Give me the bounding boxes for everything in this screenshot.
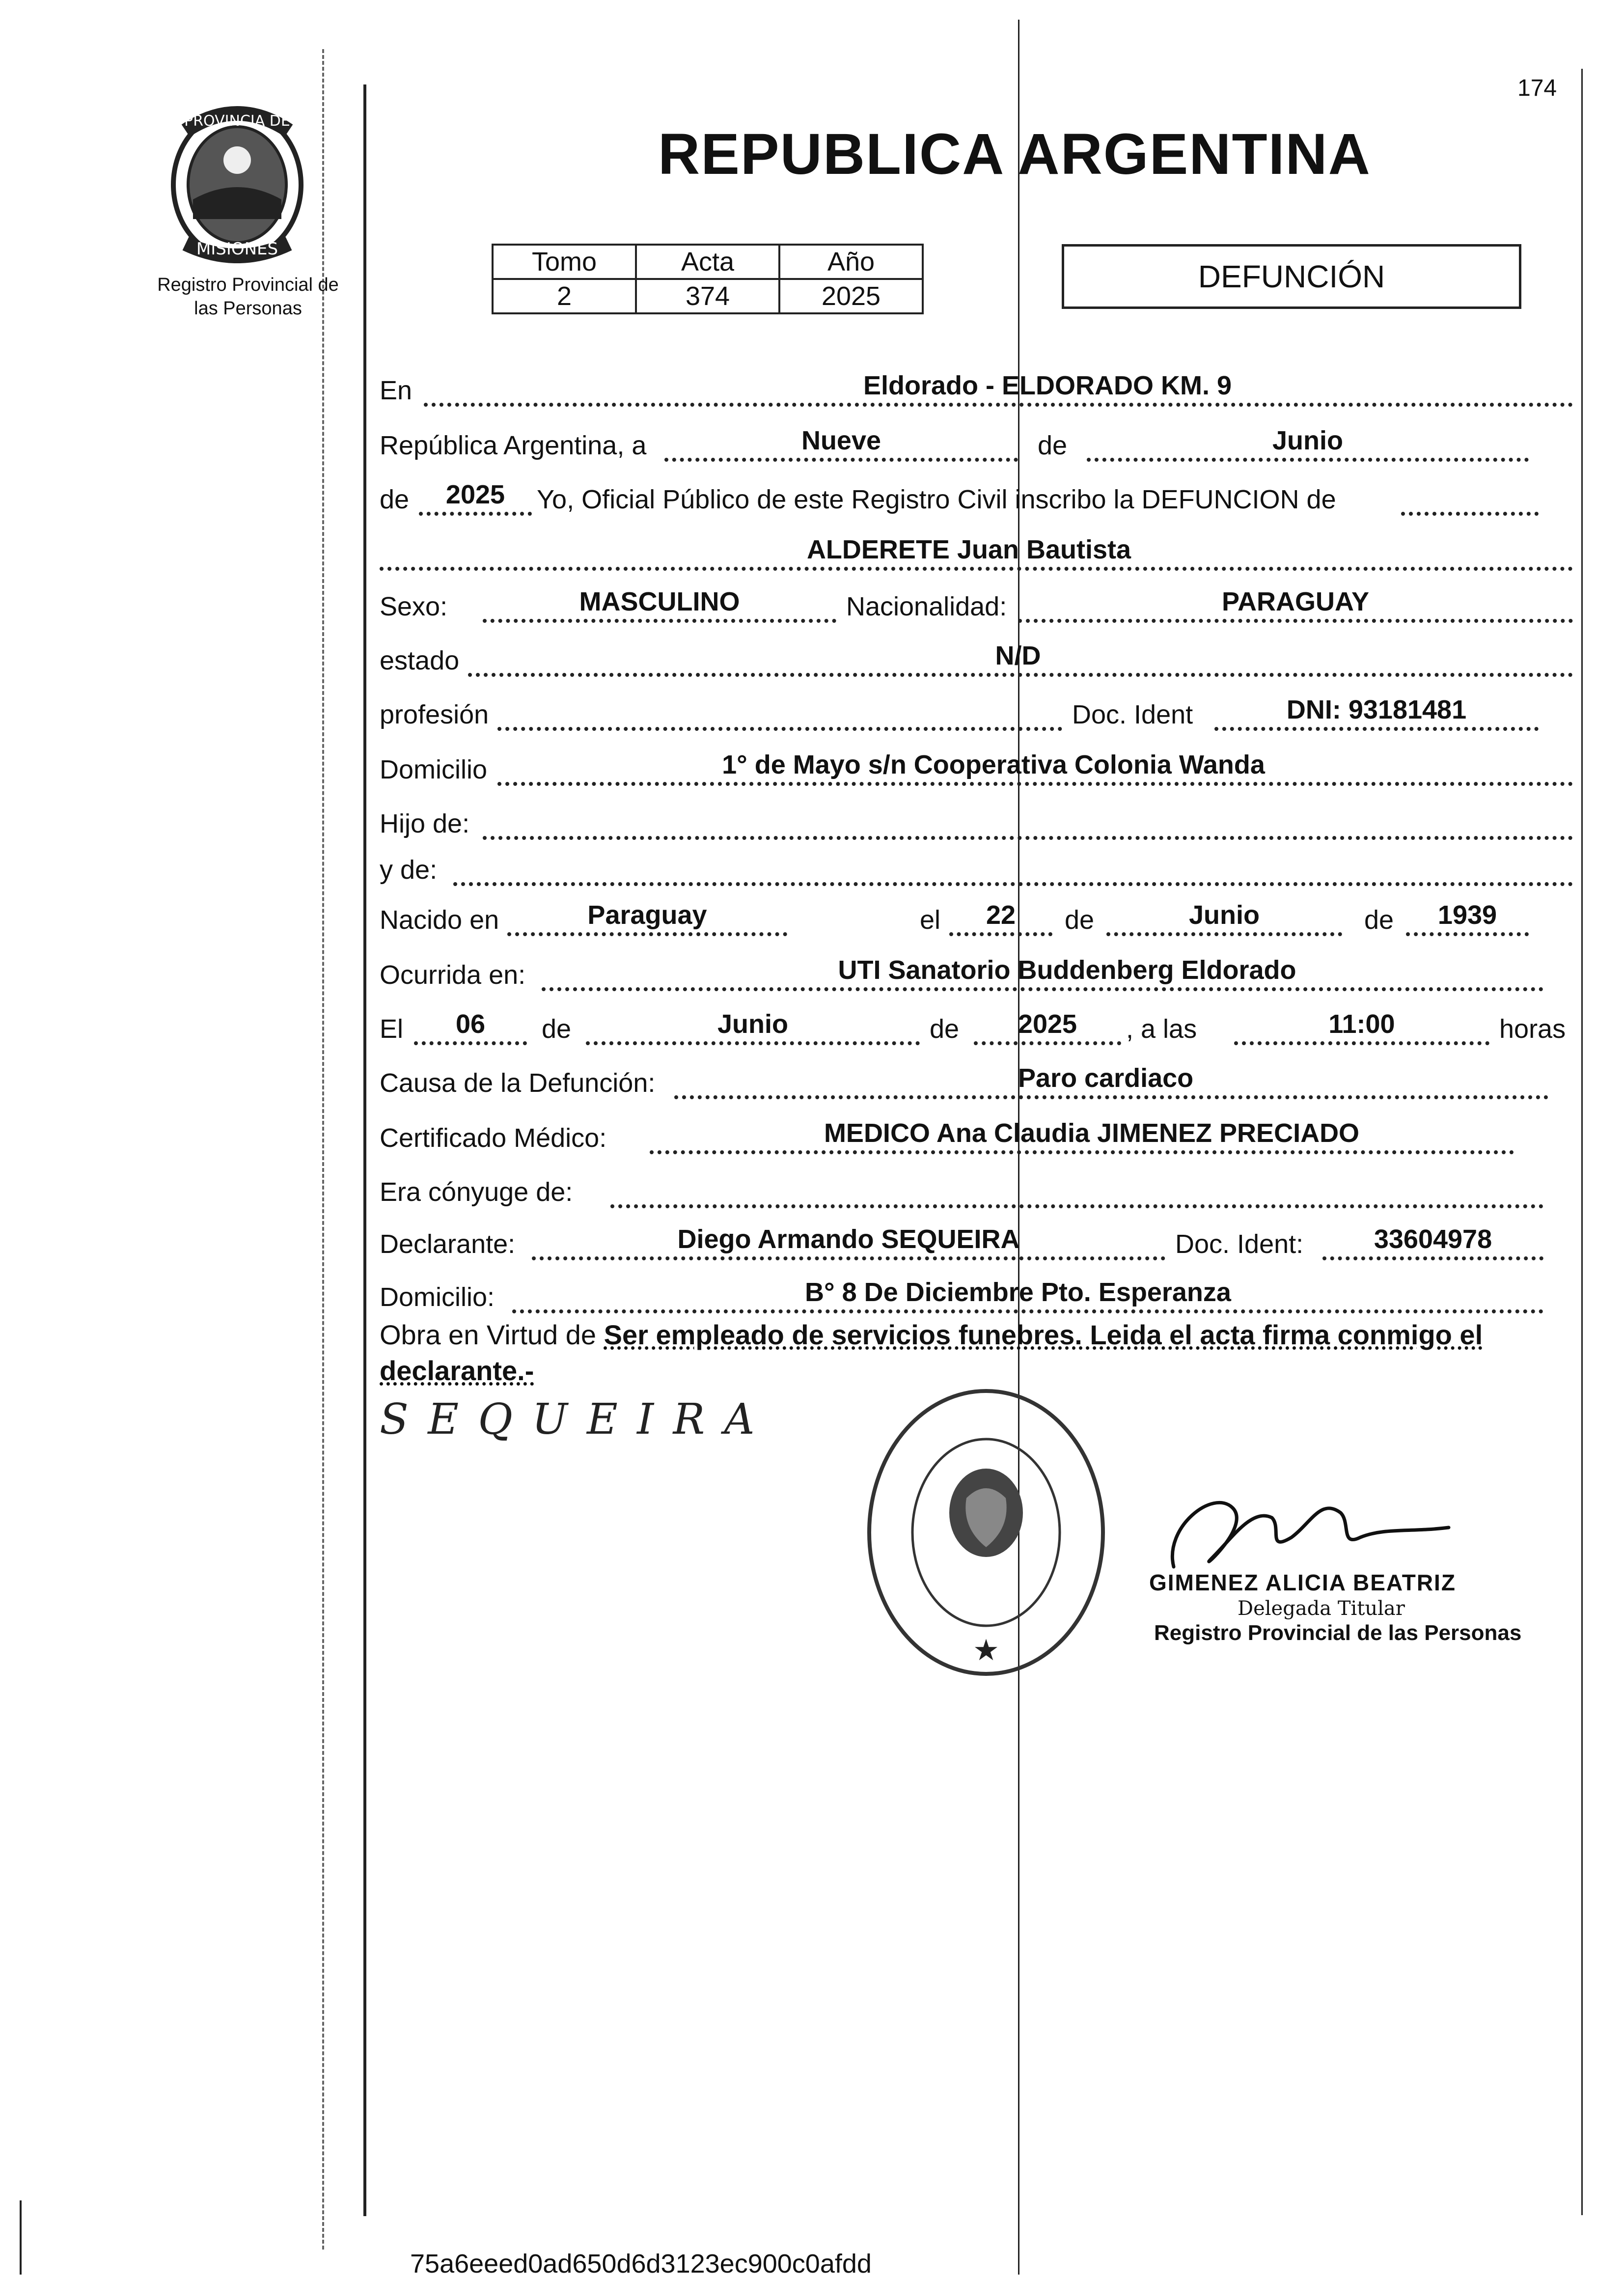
hijo-dots — [483, 836, 1573, 840]
causa-label: Causa de la Defunción: — [380, 1068, 656, 1098]
en-value: Eldorado - ELDORADO KM. 9 — [863, 371, 1232, 400]
scan-edge-line — [20, 2200, 22, 2275]
sexo-dots — [483, 619, 836, 623]
mes-value: Junio — [1272, 426, 1343, 455]
en-dots — [424, 403, 1573, 407]
misiones-crest-icon — [156, 101, 318, 263]
profesion-label: profesión — [380, 700, 489, 729]
row-conyuge — [380, 1165, 1573, 1214]
hijo-label: Hijo de: — [380, 809, 470, 838]
certificado-label: Certificado Médico: — [380, 1123, 607, 1153]
record-type-box: DEFUNCIÓN — [1062, 244, 1521, 309]
acta-header: Acta — [636, 245, 779, 279]
declarante-value: Diego Armando SEQUEIRA — [677, 1224, 1020, 1254]
def-anio-dots — [974, 1041, 1121, 1045]
sexo-label: Sexo: — [380, 592, 448, 621]
declarante-dots — [532, 1256, 1165, 1260]
row-ocurrida — [380, 948, 1573, 997]
tomo-value: 2 — [493, 279, 636, 313]
row-nacido — [380, 893, 1573, 942]
horas-label: horas — [1499, 1014, 1566, 1044]
row-domicilio-declarante — [380, 1270, 1573, 1319]
def-anio-value: 2025 — [1018, 1009, 1077, 1039]
row-fecha-defuncion — [380, 1002, 1573, 1051]
dia-dots — [664, 458, 1018, 462]
def-de2-label: de — [930, 1014, 960, 1044]
ocurrida-label: Ocurrida en: — [380, 960, 526, 990]
official-registry: Registro Provincial de las Personas — [1154, 1621, 1522, 1645]
declarant-signature: S E Q U E I R A — [380, 1395, 758, 1444]
mes-dots — [1087, 458, 1529, 462]
en-label: En — [380, 376, 413, 405]
left-margin-line — [363, 84, 366, 2216]
deceased-name-value: ALDERETE Juan Bautista — [806, 535, 1131, 564]
anio-dots — [419, 512, 532, 516]
doc-ident-dots — [1214, 727, 1539, 731]
official-name: GIMENEZ ALICIA BEATRIZ — [1149, 1570, 1456, 1595]
row-yde — [380, 843, 1573, 892]
row-hijo — [380, 797, 1573, 846]
certificado-value: MEDICO Ana Claudia JIMENEZ PRECIADO — [824, 1118, 1360, 1148]
svg-text:PROVINCIA DE: PROVINCIA DE — [184, 112, 290, 130]
anio-value: 2025 — [445, 480, 505, 509]
page-title: REPUBLICA ARGENTINA — [658, 122, 1371, 187]
domicilio-value: 1° de Mayo s/n Cooperativa Colonia Wanda — [722, 750, 1265, 779]
el-label: el — [920, 905, 941, 935]
nacionalidad-value: PARAGUAY — [1221, 587, 1370, 616]
nacido-dots — [507, 932, 787, 936]
record-table — [492, 244, 924, 314]
svg-text:★: ★ — [973, 1633, 999, 1668]
nac-de2-label: de — [1364, 905, 1394, 935]
domicilio-dots — [497, 782, 1573, 786]
estado-label: estado — [380, 646, 460, 675]
def-mes-dots — [586, 1041, 920, 1045]
right-margin-line — [1581, 69, 1583, 2215]
ocurrida-dots — [542, 987, 1543, 991]
row-causa — [380, 1056, 1573, 1105]
punch-guide-line — [322, 49, 324, 2250]
conyuge-label: Era cónyuge de: — [380, 1177, 573, 1207]
nac-anio-dots — [1406, 932, 1529, 936]
domicilio2-label: Domicilio: — [380, 1282, 495, 1312]
nacido-label: Nacido en — [380, 905, 499, 935]
tomo-header: Tomo — [493, 245, 636, 279]
nacionalidad-label: Nacionalidad: — [846, 592, 1007, 621]
row-profesion — [380, 688, 1573, 737]
nacido-value: Paraguay — [587, 900, 707, 930]
profesion-dots — [497, 727, 1062, 731]
official-role: Delegada Titular — [1238, 1597, 1405, 1620]
record-table-value-row — [493, 279, 923, 313]
domicilio-label: Domicilio — [380, 755, 488, 784]
ocurrida-value: UTI Sanatorio Buddenberg Eldorado — [838, 955, 1296, 985]
nac-de1-label: de — [1065, 905, 1095, 935]
dia-value: Nueve — [801, 426, 881, 455]
row-oficial — [380, 472, 1573, 522]
domicilio2-value: B° 8 De Diciembre Pto. Esperanza — [805, 1278, 1231, 1307]
el2-label: El — [380, 1014, 404, 1044]
sexo-value: MASCULINO — [579, 587, 740, 616]
def-hora-dots — [1234, 1041, 1489, 1045]
causa-dots — [674, 1095, 1548, 1099]
doc2-value: 33604978 — [1374, 1224, 1492, 1254]
estado-value: N/D — [995, 641, 1041, 670]
registry-seal-icon — [863, 1385, 1109, 1680]
nacionalidad-dots — [1018, 619, 1573, 623]
estado-dots — [468, 673, 1573, 677]
obra-line-1 — [380, 1319, 1573, 1351]
def-hora-value: 11:00 — [1328, 1009, 1395, 1039]
nac-dia-dots — [949, 932, 1052, 936]
nac-anio-value: 1939 — [1437, 900, 1497, 930]
domicilio2-dots — [512, 1309, 1543, 1313]
page-number: 174 — [1517, 75, 1557, 101]
doc-ident-value: DNI: 93181481 — [1286, 695, 1467, 724]
conyuge-dots — [610, 1204, 1543, 1208]
row-nombre — [380, 528, 1573, 577]
doc-ident-label: Doc. Ident — [1072, 700, 1193, 729]
def-dia-value: 06 — [455, 1009, 486, 1039]
alas-label: , a las — [1126, 1014, 1197, 1044]
declarante-label: Declarante: — [380, 1229, 516, 1259]
nombre-dots — [380, 567, 1573, 571]
republica-label: República Argentina, a — [380, 431, 647, 460]
def-dia-dots — [414, 1041, 527, 1045]
nac-mes-dots — [1106, 932, 1342, 936]
nac-mes-value: Junio — [1189, 900, 1260, 930]
doc2-dots — [1322, 1256, 1543, 1260]
doc2-label: Doc. Ident: — [1175, 1229, 1304, 1259]
row-domicilio — [380, 743, 1573, 792]
anio-value: 2025 — [779, 279, 923, 313]
oficial-dots — [1401, 512, 1539, 516]
svg-text:MISIONES: MISIONES — [196, 239, 278, 259]
side-registry-label: Registro Provincial de las Personas — [157, 275, 339, 319]
nac-dia-value: 22 — [986, 900, 1016, 930]
def-de1-label: de — [542, 1014, 572, 1044]
oficial-text: Yo, Oficial Público de este Registro Civil inscribo la DEFUNCION de — [537, 485, 1336, 514]
obra-value-2: declarante.- — [380, 1355, 534, 1386]
row-declarante — [380, 1217, 1573, 1266]
yde-dots — [453, 882, 1573, 886]
obra-label: Obra en Virtud de — [380, 1319, 597, 1350]
row-en — [380, 363, 1573, 413]
row-sexo — [380, 580, 1573, 629]
row-estado — [380, 634, 1573, 683]
def-mes-value: Junio — [717, 1009, 788, 1039]
document-hash: 75a6eeed0ad650d6d3123ec900c0afdd — [410, 2249, 872, 2279]
acta-value: 374 — [636, 279, 779, 313]
row-certificado — [380, 1111, 1573, 1160]
row-republica — [380, 418, 1573, 468]
yde-label: y de: — [380, 855, 438, 885]
certificado-dots — [650, 1150, 1514, 1154]
obra-value-1: Ser empleado de servicios funebres. Leida el acta firma conmigo el — [604, 1319, 1483, 1350]
de-label: de — [1038, 431, 1068, 460]
de2-label: de — [380, 485, 410, 514]
record-table-header-row — [493, 245, 923, 279]
causa-value: Paro cardiaco — [1018, 1063, 1194, 1093]
anio-header: Año — [779, 245, 923, 279]
